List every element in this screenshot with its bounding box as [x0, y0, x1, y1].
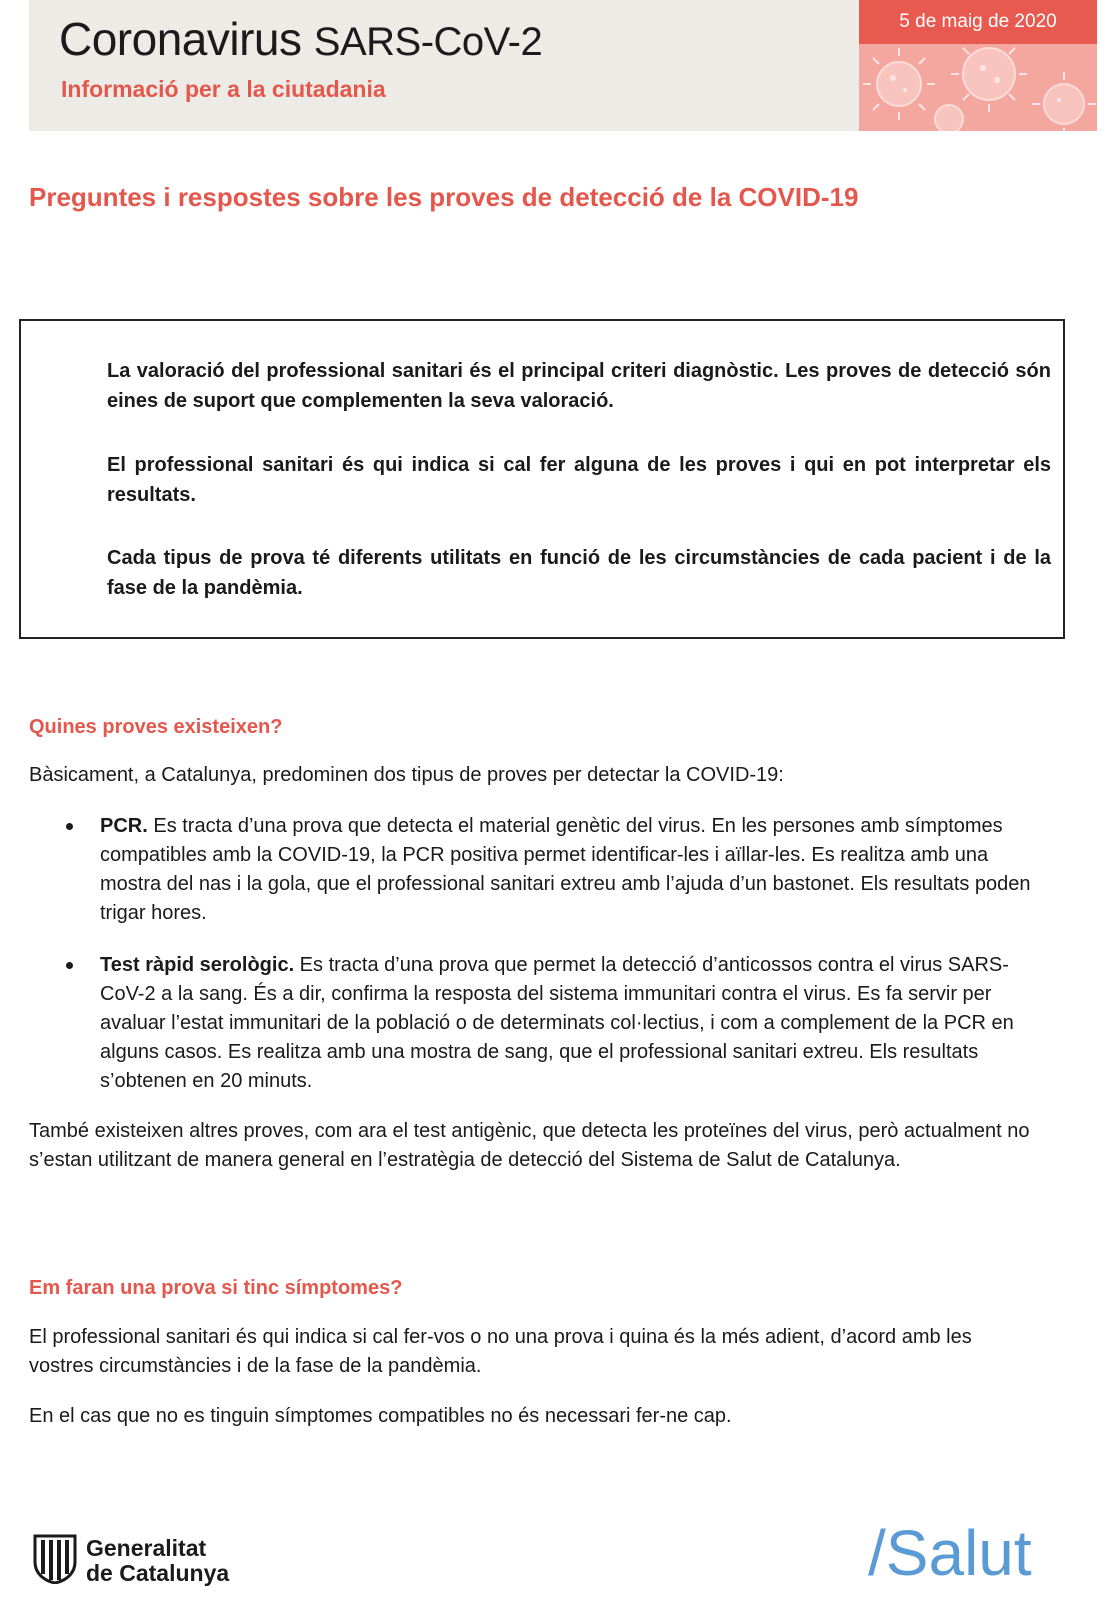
key-point-3: Cada tipus de prova té diferents utilitats en funció de les circumstàncies de cada pacient i de la fase de la pandèmia. [107, 547, 1051, 599]
section-heading-symptoms: Em faran una prova si tinc símptomes? [29, 1277, 403, 1299]
date-tab [859, 0, 1097, 131]
key-points-box [19, 319, 1065, 639]
bullet-text [100, 812, 1040, 928]
org-line-1: Generalitat [86, 1535, 207, 1561]
key-point-2: El professional sanitari és qui indica si cal fer alguna de les proves i qui en pot interpretar els resultats. [107, 454, 1051, 506]
generalitat-logo-icon [33, 1534, 77, 1584]
virus-pattern-icon [859, 44, 1097, 131]
symptoms-paragraph-2: En el cas que no es tinguin símptomes compatibles no és necessari fer-ne cap. [29, 1405, 732, 1427]
generalitat-name [86, 1536, 229, 1586]
banner-subtitle: Informació per a la ciutadania [61, 76, 386, 102]
date-label: 5 de maig de 2020 [859, 0, 1097, 44]
page-title: Preguntes i respostes sobre les proves de detecció de la COVID-19 [29, 182, 859, 212]
org-line-2: de Catalunya [86, 1560, 230, 1586]
salut-brand: /Salut [868, 1517, 1032, 1589]
bullet-description: Es tracta d’una prova que permet la detecció d’anticossos contra el virus SARS-CoV-2 a la sang. És a dir, confirma la resposta del sistema immunitari contra el virus. Es fa servir per avaluar l’estat immunitari de la població o de determinats col·lectius, i com a complement de la PCR en alguns casos. Es realitza amb una mostra de sang, que el professional sanitari extreu. Els resultats s’obtenen en 20 minuts. [100, 954, 1014, 1092]
banner-title [59, 12, 542, 66]
key-point-1: La valoració del professional sanitari és el principal criteri diagnòstic. Les proves de detecció són eines de suport que complementen la seva valoració. [107, 360, 1051, 412]
bullet-text [100, 951, 1040, 1096]
bullet-term: PCR. [100, 815, 148, 837]
symptoms-paragraph-1: El professional sanitari és qui indica si cal fer-vos o no una prova i quina és la més adient, d’acord amb les vostres circumstàncies i de la fase de la pandèmia. [29, 1326, 972, 1377]
bullet-icon [66, 962, 73, 969]
section-intro: Bàsicament, a Catalunya, predominen dos tipus de proves per detectar la COVID-19: [29, 764, 784, 786]
banner-title-main: Coronavirus [59, 13, 302, 65]
section-outro: També existeixen altres proves, com ara el test antigènic, que detecta les proteïnes del virus, però actualment no s’estan utilitzant de manera general en l’estratègia de detecció del Sistema de Salut de Catalunya. [29, 1120, 1030, 1171]
banner-title-sub: SARS-CoV-2 [313, 20, 543, 64]
bullet-description: Es tracta d’una prova que detecta el material genètic del virus. En les persones amb símptomes compatibles amb la COVID-19, la PCR positiva permet identificar-les i aïllar-les. Es realitza amb una mostra del nas i la gola, que el professional sanitari extreu amb l’ajuda d’un bastonet. Els resultats poden trigar hores. [100, 815, 1031, 924]
section-heading-tests: Quines proves existeixen? [29, 716, 283, 738]
bullet-icon [66, 823, 73, 830]
bullet-term: Test ràpid serològic. [100, 954, 295, 976]
header-banner [29, 0, 1069, 131]
